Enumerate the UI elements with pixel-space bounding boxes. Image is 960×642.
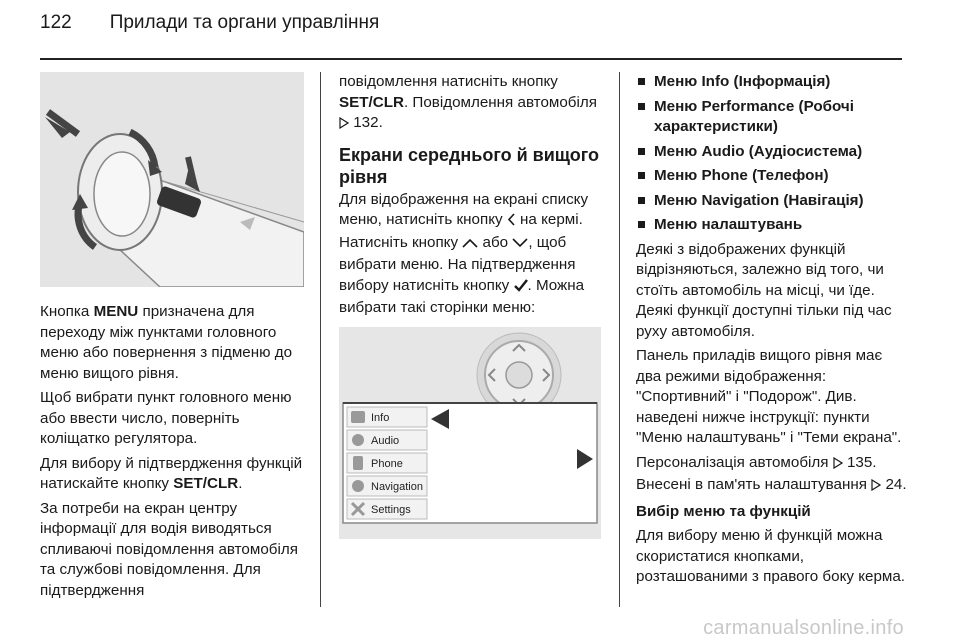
column-2 — [339, 72, 611, 539]
bullet-item: Меню Navigation (Навігація) — [636, 191, 908, 212]
column-1 — [40, 72, 310, 605]
col3-paragraph-2: Панель приладів вищого рівня має два режими відображення: "Спортивний" і "Подорож". Див. наведені нижче інструкції: пункти "Меню налаштувань" і "Теми екрана". — [636, 347, 902, 446]
page-title: Прилади та органи управління — [109, 12, 380, 33]
steering-stalk-icon — [40, 72, 304, 287]
page-number: 122 — [40, 12, 72, 33]
bullet-item: Меню Info (Інформація) — [636, 72, 908, 93]
col3-paragraph-3: Персоналізація автомобіля 135. Внесені в пам'ять налаштування 24. — [636, 453, 908, 498]
display-menu-item: Navigation — [371, 480, 423, 493]
col3-heading: Вибір меню та функцій — [636, 502, 811, 520]
checkmark-icon — [514, 278, 528, 299]
page-reference-icon — [871, 477, 881, 498]
col2-heading: Екрани середнього й вищого рівня — [339, 144, 599, 187]
display-menu-item: Info — [371, 411, 390, 424]
col1-paragraph-2: Щоб вибрати пункт головного меню або ввести число, поверніть коліщатко регулятора. — [40, 389, 292, 447]
col1-paragraph-1: Кнопка MENU призначена для переходу між пунктами головного меню або повернення з підменю до меню вищого рівня. — [40, 303, 293, 382]
header-rule — [40, 58, 902, 60]
bullet-item: Меню Phone (Телефон) — [636, 166, 908, 187]
watermark: carmanualsonline.info — [703, 617, 904, 639]
page-reference-icon — [833, 455, 843, 476]
chevron-left-icon — [507, 212, 516, 233]
display-menu-item: Settings — [371, 503, 411, 516]
bullet-item: Меню Performance (Робочі характеристики) — [636, 97, 908, 138]
column-divider-1 — [320, 72, 321, 607]
display-menu-item: Phone — [371, 457, 403, 470]
col2-paragraph-1: повідомлення натисніть кнопку SET/CLR. Повідомлення автомобіля 132. — [339, 72, 611, 136]
chevron-up-icon — [462, 235, 478, 256]
display-illustration — [339, 327, 601, 539]
display-menu-item: Audio — [371, 434, 400, 447]
stalk-illustration — [40, 72, 304, 287]
col1-paragraph-3: Для вибору й підтвердження функцій натискайте кнопку SET/CLR. — [40, 454, 303, 492]
column-3 — [636, 72, 908, 592]
display-menu-list — [371, 407, 423, 522]
page-reference-icon — [339, 115, 349, 136]
chevron-down-icon — [512, 235, 528, 256]
page-header — [40, 12, 379, 34]
column-divider-2 — [619, 72, 620, 607]
bullet-item: Меню Audio (Аудіосистема) — [636, 142, 908, 163]
col2-paragraph-2: Для відображення на екрані списку меню, натисніть кнопку на кермі. Натисніть кнопку або , щоб вибрати меню. На підтвердження вибору натисніть кнопку . Можна вибрати такі сторінки меню: — [339, 190, 589, 316]
col1-paragraph-4: За потреби на екран центру інформації для водія виводяться спливаючі повідомлення автомобіля та службові повідомлення. Для підтвердження — [40, 499, 298, 599]
bullet-item: Меню налаштувань — [636, 215, 908, 236]
col3-paragraph-4: Для вибору меню й функцій можна скористатися кнопками, розташованими з правого боку керма. — [636, 527, 906, 585]
col3-paragraph-1: Деякі з відображених функцій відрізняються, залежно від того, чи стоїть автомобіль на місці, чи їде. Деякі функції доступні тільки під час руху автомобіля. — [636, 240, 892, 340]
